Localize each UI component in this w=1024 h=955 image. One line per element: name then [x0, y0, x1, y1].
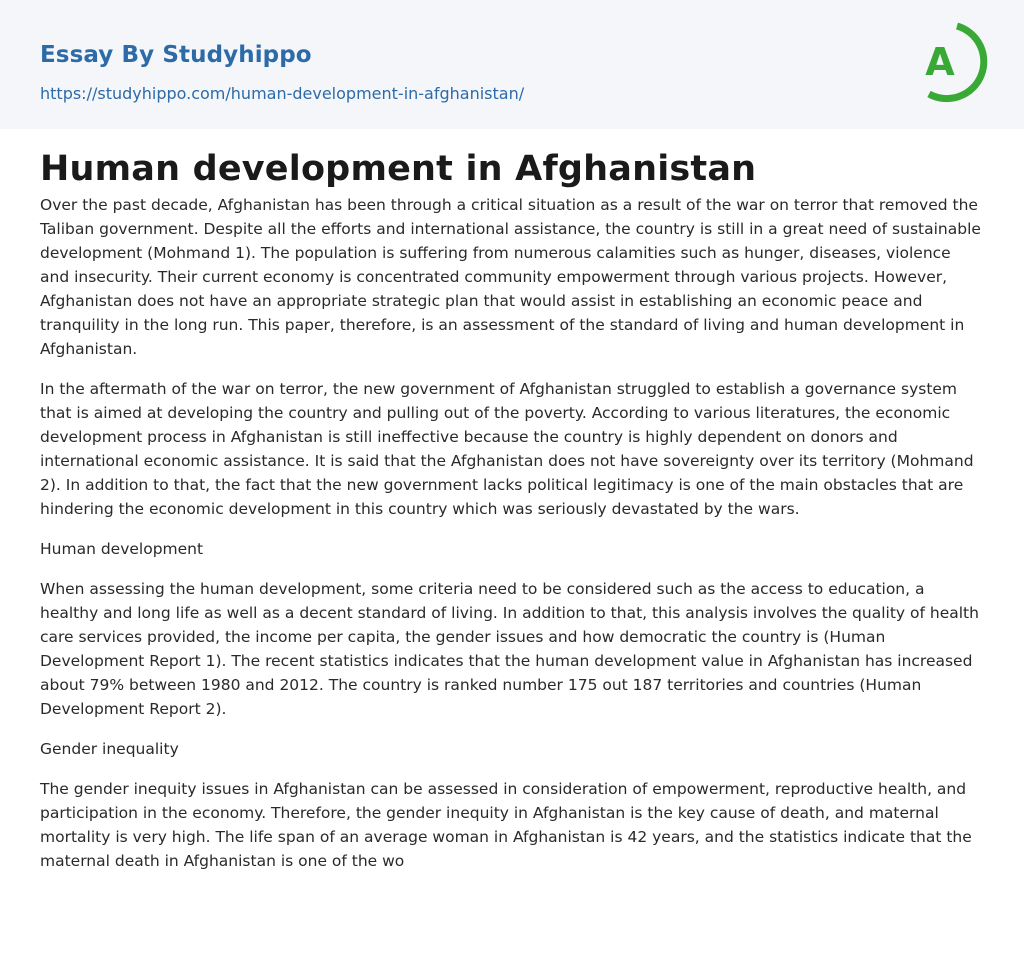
essay-url-link[interactable]: https://studyhippo.com/human-development-in-afghanistan/: [40, 84, 525, 103]
paragraph: In the aftermath of the war on terror, the new government of Afghanistan struggled to establish a governance system that is aimed at developing the country and pulling out of the poverty. According to various literatures, the economic development process in Afghanistan is still ineffective because the country is highly dependent on donors and international economic assistance. It is said that the Afghanistan does not have sovereignty over its territory (Mohmand 2). In addition to that, the fact that the new government lacks political legitimacy is one of the main obstacles that are hindering the economic development in this country which was seriously devastated by the wars.: [40, 380, 974, 518]
section-heading: Human development: [40, 540, 204, 558]
paragraph: The gender inequity issues in Afghanistan can be assessed in consideration of empowerment, reproductive health, and participation in the economy. Therefore, the gender inequity in Afghanistan is the key cause of death, and maternal mortality is very high. The life span of an average woman in Afghanistan is 42 years, and the statistics indicate that the maternal death in Afghanistan is one of the wo: [40, 780, 972, 870]
site-header: [0, 0, 1024, 129]
logo-letter: A: [925, 40, 955, 84]
site-brand[interactable]: Essay By Studyhippo: [40, 42, 312, 68]
paragraph: When assessing the human development, some criteria need to be considered such as the access to education, a healthy and long life as well as a decent standard of living. In addition to that, this analysis involves the quality of health care services provided, the income per capita, the gender issues and how democratic the country is (Human Development Report 1). The recent statistics indicates that the human development value in Afghanistan has increased about 79% between 1980 and 2012. The country is ranked number 175 out 187 territories and countries (Human Development Report 2).: [40, 580, 979, 718]
page-title: Human development in Afghanistan: [40, 149, 757, 189]
article: [0, 129, 1024, 873]
section-heading: Gender inequality: [40, 740, 179, 758]
studyhippo-logo-icon[interactable]: [909, 17, 989, 107]
paragraph: Over the past decade, Afghanistan has been through a critical situation as a result of the war on terror that removed the Taliban government. Despite all the efforts and international assistance, the country is still in a great need of sustainable development (Mohmand 1). The population is suffering from numerous calamities such as hunger, diseases, violence and insecurity. Their current economy is concentrated community empowerment through various projects. However, Afghanistan does not have an appropriate strategic plan that would assist in establishing an economic peace and tranquility in the long run. This paper, therefore, is an assessment of the standard of living and human development in Afghanistan.: [40, 196, 981, 358]
